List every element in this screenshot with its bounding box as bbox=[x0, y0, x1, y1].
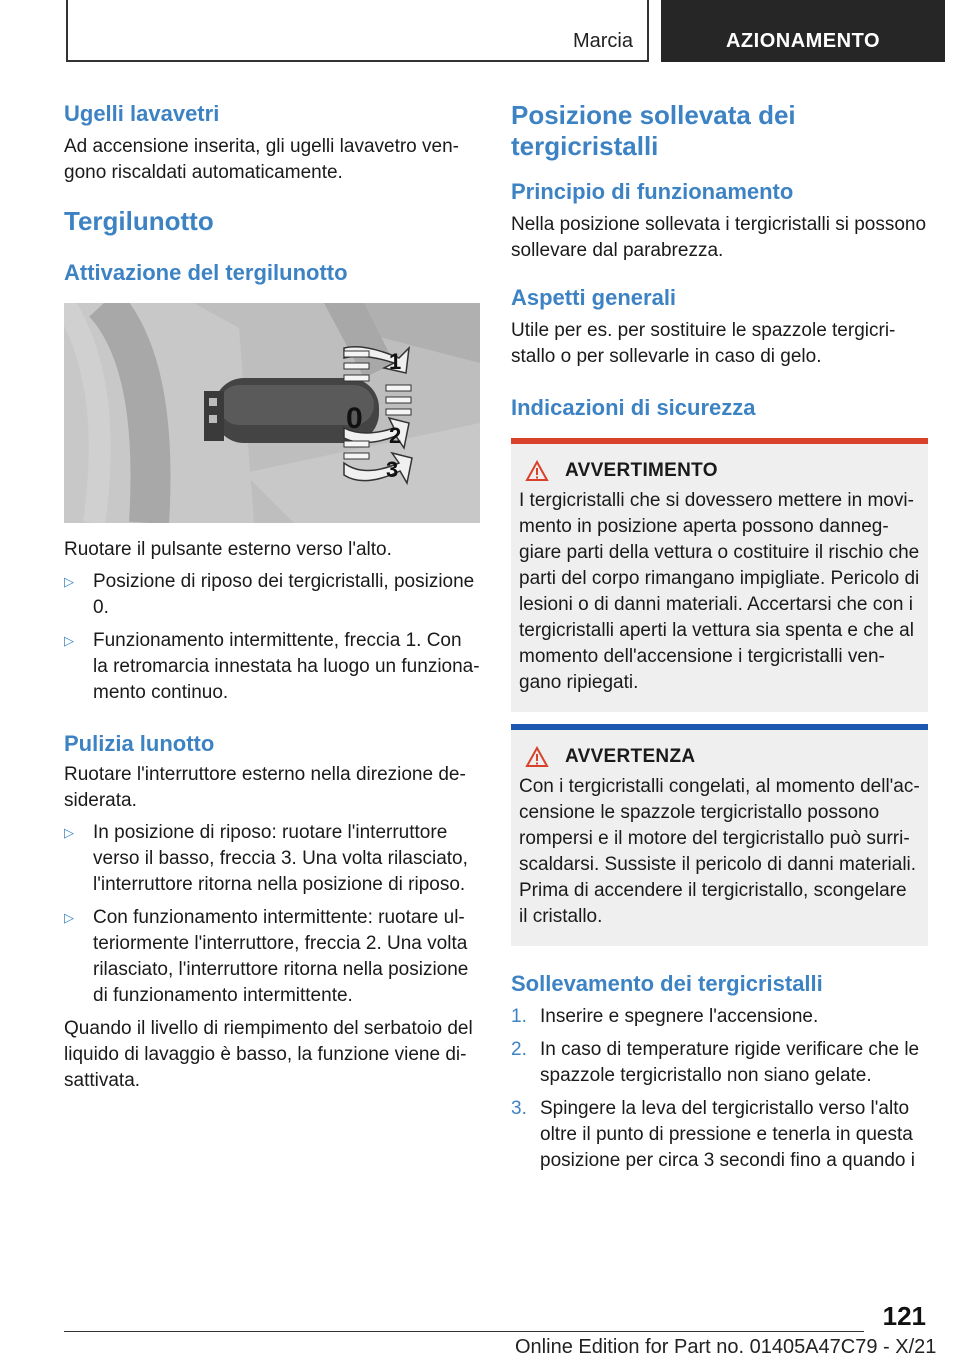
ugelli-heading: Ugelli lavavetri bbox=[64, 101, 220, 126]
attivazione-heading: Attivazione del tergilunotto bbox=[64, 260, 348, 285]
page-number: 121 bbox=[882, 1301, 926, 1331]
principio-heading: Principio di funzionamento bbox=[511, 179, 794, 204]
list-item: ▷ Con funzionamento intermittente: ruotare ul-teriormente l'interruttore, freccia 2. Una volta rilasciato, l'interruttore ritorna nella posizione di funzionamento intermittente. bbox=[64, 907, 469, 1006]
posizione-heading: Posizione sollevata dei tergicristalli bbox=[511, 100, 796, 161]
warning-box-avvertimento bbox=[511, 438, 928, 712]
triangle-bullet-icon: ▷ bbox=[64, 825, 74, 840]
tergilunotto-heading: Tergilunotto bbox=[64, 206, 214, 236]
figure-label-2: 2 bbox=[389, 423, 402, 448]
sicurezza-heading: Indicazioni di sicurezza bbox=[511, 395, 756, 420]
sollevamento-steps bbox=[511, 1004, 928, 1174]
list-item: ▷ In posizione di riposo: ruotare l'interruttore verso il basso, freccia 3. Una volta rilasciato, l'interruttore ritorna nella posizione di riposo. bbox=[64, 822, 468, 895]
ugelli-text: Ad accensione inserita, gli ugelli lavavetro ven-gono riscaldati automaticamente. bbox=[64, 136, 459, 183]
wiper-stalk-illustration bbox=[64, 303, 480, 523]
right-column bbox=[511, 100, 928, 1181]
list-item: 2. In caso di temperature rigide verificare che le spazzole tergicristallo non siano gelate. bbox=[511, 1039, 920, 1086]
header-section-tab bbox=[66, 0, 649, 62]
header-chapter-tab bbox=[661, 0, 945, 62]
aspetti-text: Utile per es. per sostituire le spazzole tergicri-stallo o per sollevarle in caso di gelo. bbox=[511, 320, 896, 367]
wiper-stalk-drawing bbox=[64, 303, 480, 523]
figure-label-1: 1 bbox=[389, 349, 402, 374]
warning-box-avvertenza bbox=[511, 724, 928, 946]
figure-label-0: 0 bbox=[346, 402, 363, 435]
footer-divider bbox=[64, 1331, 864, 1332]
warning-title: AVVERTIMENTO bbox=[565, 460, 718, 481]
aspetti-heading: Aspetti generali bbox=[511, 285, 677, 310]
warning-text: I tergicristalli che si dovessero mettere in movi-mento in posizione aperta possono danneg-giare parti della vettura o costituire il rischio che parti del corpo rimangano impigliate. Pericolo di lesioni o di danni materiali. Accertarsi che con i tergicristalli aperti la vettura sia spenta e che al momento dell'accensione i tergicristalli ven-gano ripiegati. bbox=[519, 490, 920, 693]
pulizia-bullet-list bbox=[64, 820, 480, 1009]
principio-text: Nella posizione sollevata i tergicristalli si possono sollevare dal parabrezza. bbox=[511, 214, 927, 261]
warning-title: AVVERTENZA bbox=[565, 746, 696, 767]
left-column bbox=[64, 100, 480, 1094]
list-item: 1. Inserire e spegnere l'accensione. bbox=[511, 1006, 819, 1027]
header-section-label: Marcia bbox=[572, 30, 633, 52]
footer-edition: Online Edition for Part no. 01405A47C79 - X/21 bbox=[515, 1336, 937, 1358]
quando-text: Quando il livello di riempimento del serbatoio del liquido di lavaggio è basso, la funzione viene di-sattivata. bbox=[64, 1018, 473, 1091]
triangle-bullet-icon: ▷ bbox=[64, 574, 74, 589]
sollevamento-heading: Sollevamento dei tergicristalli bbox=[511, 971, 823, 996]
pulizia-heading: Pulizia lunotto bbox=[64, 731, 215, 756]
warning-text: Con i tergicristalli congelati, al momento dell'ac-censione le spazzole tergicristallo possono rompersi e il motore del tergicristallo può surri-scaldarsi. Sussiste il pericolo di danni materiali. Prima di accendere il tergicristallo, scongelare il cristallo. bbox=[519, 776, 920, 927]
triangle-bullet-icon: ▷ bbox=[64, 910, 74, 925]
list-item: ▷ Posizione di riposo dei tergicristalli, posizione 0. bbox=[64, 571, 475, 618]
list-item: ▷ Funzionamento intermittente, freccia 1. Con la retromarcia innestata ha luogo un funziona-mento continuo. bbox=[64, 630, 480, 703]
figure-label-3: 3 bbox=[386, 457, 399, 482]
triangle-bullet-icon: ▷ bbox=[64, 633, 74, 648]
warning-triangle-icon bbox=[525, 746, 549, 768]
tergilunotto-bullet-list bbox=[64, 569, 480, 706]
header-chapter-label: AZIONAMENTO bbox=[725, 30, 880, 52]
ruotare-text: Ruotare il pulsante esterno verso l'alto. bbox=[64, 539, 392, 560]
warning-triangle-icon bbox=[525, 460, 549, 482]
list-item: 3. Spingere la leva del tergicristallo verso l'alto oltre il punto di pressione e tenerla in questa posizione per circa 3 secondi fino a quando i bbox=[511, 1098, 915, 1171]
pulizia-text: Ruotare l'interruttore esterno nella direzione de-siderata. bbox=[64, 764, 466, 811]
